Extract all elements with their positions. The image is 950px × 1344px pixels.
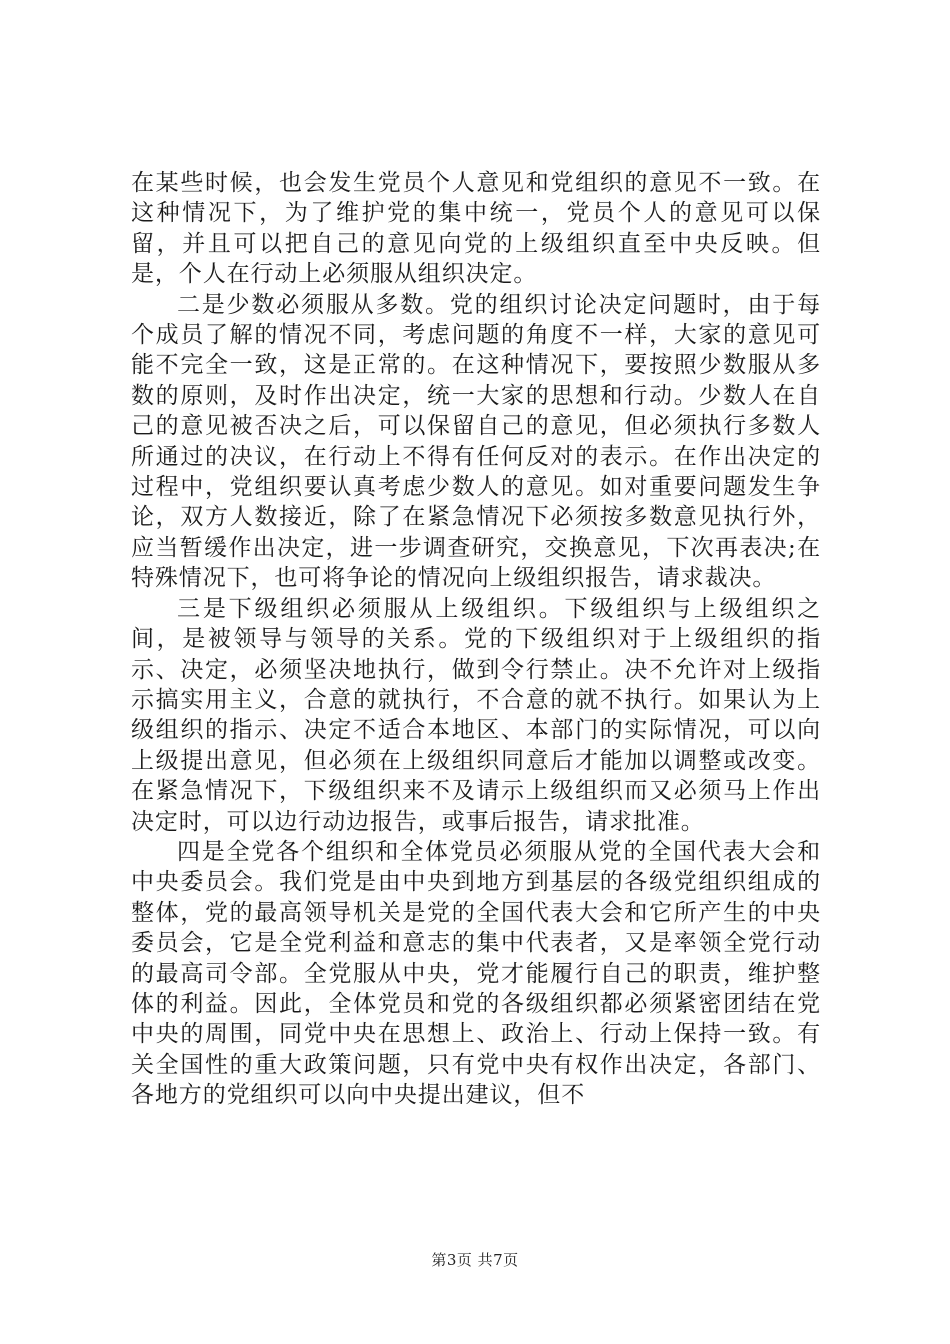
paragraph-2: 二是少数必须服从多数。党的组织讨论决定问题时，由于每个成员了解的情况不同，考虑问题的角度不一样，大家的意见可能不完全一致，这是正常的。在这种情况下，要按照少数服从多数的原则，及时作出决定，统一大家的思想和行动。少数人在自己的意见被否决之后，可以保留自己的意见，但必须执行多数人所通过的决议，在行动上不得有任何反对的表示。在作出决定的过程中，党组织要认真考虑少数人的意见。如对重要问题发生争论，双方人数接近，除了在紧急情况下必须按多数意见执行外，应当暂缓作出决定，进一步调查研究，交换意见，下次再表决;在特殊情况下，也可将争论的情况向上级组织报告，请求裁决。 [131,291,821,592]
paragraph-3: 三是下级组织必须服从上级组织。下级组织与上级组织之间，是被领导与领导的关系。党的下级组织对于上级组织的指示、决定，必须坚决地执行，做到令行禁止。决不允许对上级指示搞实用主义，合意的就执行，不合意的就不执行。如果认为上级组织的指示、决定不适合本地区、本部门的实际情况，可以向上级提出意见，但必须在上级组织同意后才能加以调整或改变。在紧急情况下，下级组织来不及请示上级组织而又必须马上作出决定时，可以边行动边报告，或事后报告，请求批准。 [131,595,821,835]
page-number-label: 第3页 共7页 [431,1251,519,1269]
body-text [131,168,821,1111]
paragraph-4: 四是全党各个组织和全体党员必须服从党的全国代表大会和中央委员会。我们党是由中央到地方到基层的各级党组织组成的整体，党的最高领导机关是党的全国代表大会和它所产生的中央委员会，它是全党利益和意志的集中代表者，又是率领全党行动的最高司令部。全党服从中央，党才能履行自己的职责，维护整体的利益。因此，全体党员和党的各级组织都必须紧密团结在党中央的周围，同党中央在思想上、政治上、行动上保持一致。有关全国性的重大政策问题，只有党中央有权作出决定，各部门、各地方的党组织可以向中央提出建议，但不 [131,838,821,1109]
paragraph-1: 在某些时候，也会发生党员个人意见和党组织的意见不一致。在这种情况下，为了维护党的集中统一，党员个人的意见可以保留，并且可以把自己的意见向党的上级组织直至中央反映。但是，个人在行动上必须服从组织决定。 [131,170,821,288]
page-footer [0,1249,950,1270]
